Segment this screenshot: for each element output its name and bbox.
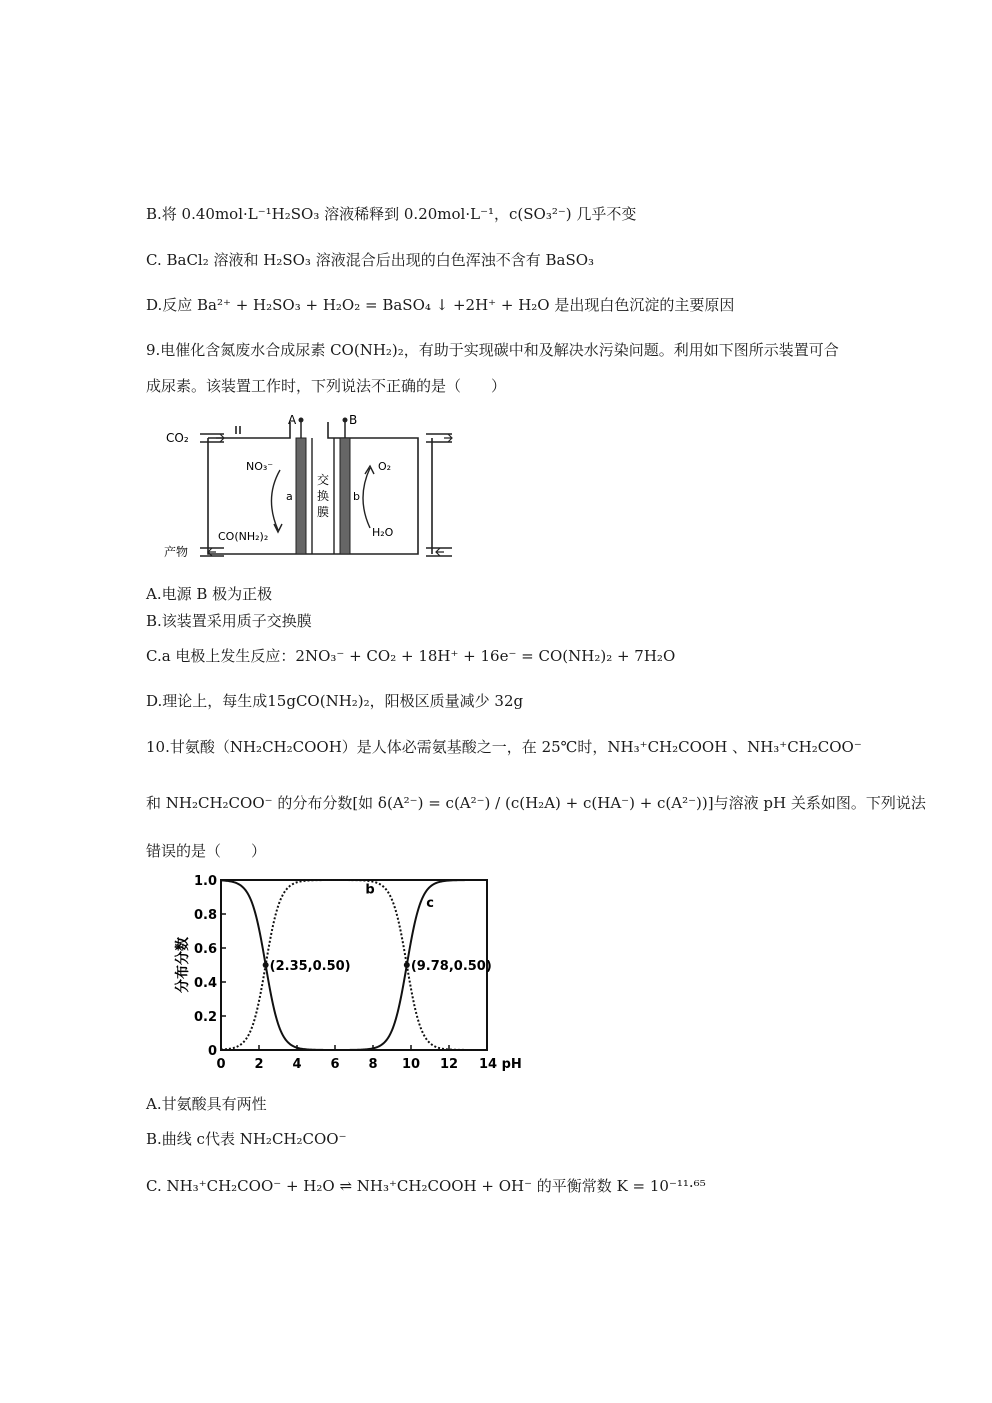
option-9d: D.理论上，每生成15gCO(NH₂)₂，阳极区质量减少 32g	[146, 692, 524, 710]
question-10-stem-line2: 和 NH₂CH₂COO⁻ 的分布分数[如 δ(A²⁻) = c(A²⁻) / (c(H₂A) + c(HA⁻) + c(A²⁻))]与溶液 pH 关系如图。下列说法	[146, 794, 926, 812]
option-8b: B.将 0.40mol·L⁻¹H₂SO₃ 溶液稀释到 0.20mol·L⁻¹，c(SO₃²⁻) 几乎不变	[146, 205, 637, 223]
question-10-stem-line1: 10.甘氨酸（NH₂CH₂COOH）是人体必需氨基酸之一，在 25℃时，NH₃⁺CH₂COOH 、NH₃⁺CH₂COO⁻	[146, 738, 862, 756]
membrane-char-3: 膜	[317, 505, 330, 519]
option-9a: A.电源 B 极为正极	[146, 585, 273, 603]
question-9-stem-line1: 9.电催化含氮废水合成尿素 CO(NH₂)₂，有助于实现碳中和及解决水污染问题。利用如下图所示装置可合	[146, 341, 839, 359]
option-10a: A.甘氨酸具有两性	[146, 1095, 267, 1113]
option-8d: D.反应 Ba²⁺ + H₂SO₃ + H₂O₂ = BaSO₄ ↓ +2H⁺ + H₂O 是出现白色沉淀的主要原因	[146, 296, 735, 314]
option-9b: B.该装置采用质子交换膜	[146, 612, 312, 630]
y-tick-label: 0.4	[193, 976, 217, 991]
electrode-b-label: b	[353, 490, 360, 503]
electrolysis-cell-diagram	[160, 408, 460, 568]
electrode-a-label: a	[286, 490, 293, 503]
option-10c: C. NH₃⁺CH₂COO⁻ + H₂O ⇌ NH₃⁺CH₂COOH + OH⁻ 的平衡常数 K = 10⁻¹¹·⁶⁵	[146, 1177, 706, 1195]
y-tick-label: 1.0	[193, 874, 217, 889]
co2-inlet-label: CO₂	[166, 431, 189, 445]
urea-label: CO(NH₂)₂	[218, 530, 269, 543]
x-tick-label: 14 pH	[479, 1057, 522, 1072]
x-tick-label: 6	[330, 1057, 340, 1072]
curve-b-label: b	[365, 882, 375, 898]
question-10-stem-line3: 错误的是（ ）	[146, 842, 267, 860]
distribution-fraction-chart	[165, 870, 535, 1075]
x-tick-label: 4	[292, 1057, 302, 1072]
option-9c: C.a 电极上发生反应：2NO₃⁻ + CO₂ + 18H⁺ + 16e⁻ = CO(NH₂)₂ + 7H₂O	[146, 647, 676, 665]
option-8c: C. BaCl₂ 溶液和 H₂SO₃ 溶液混合后出现的白色浑浊不含有 BaSO₃	[146, 251, 595, 269]
curve-c-label: c	[426, 896, 434, 912]
water-label: H₂O	[372, 526, 394, 539]
x-tick-label: 8	[368, 1057, 378, 1072]
question-9-stem-line2: 成尿素。该装置工作时，下列说法不正确的是（ ）	[146, 377, 507, 395]
membrane-char-1: 交	[317, 473, 330, 487]
y-axis-label: 分布分数	[175, 937, 191, 993]
option-10b: B.曲线 c代表 NH₂CH₂COO⁻	[146, 1130, 347, 1148]
intersection-point	[263, 962, 269, 968]
x-tick-label: 0	[216, 1057, 226, 1072]
product-outlet-label: 产物	[164, 545, 189, 559]
intersection-label: (9.78,0.50)	[410, 959, 492, 974]
y-tick-label: 0.2	[193, 1010, 217, 1025]
intersection-point	[404, 962, 410, 968]
terminal-b-label: B	[349, 413, 358, 427]
x-tick-label: 2	[254, 1057, 264, 1072]
x-tick-label: 12	[439, 1057, 459, 1072]
membrane-char-2: 换	[317, 489, 330, 503]
terminal-a-label: A	[288, 413, 297, 427]
nitrate-label: NO₃⁻	[246, 460, 274, 473]
x-tick-label: 10	[401, 1057, 421, 1072]
oxygen-label: O₂	[378, 460, 392, 473]
y-tick-label: 0.8	[193, 908, 217, 923]
intersection-label: (2.35,0.50)	[269, 959, 351, 974]
y-tick-label: 0	[207, 1044, 217, 1059]
y-tick-label: 0.6	[193, 942, 217, 957]
